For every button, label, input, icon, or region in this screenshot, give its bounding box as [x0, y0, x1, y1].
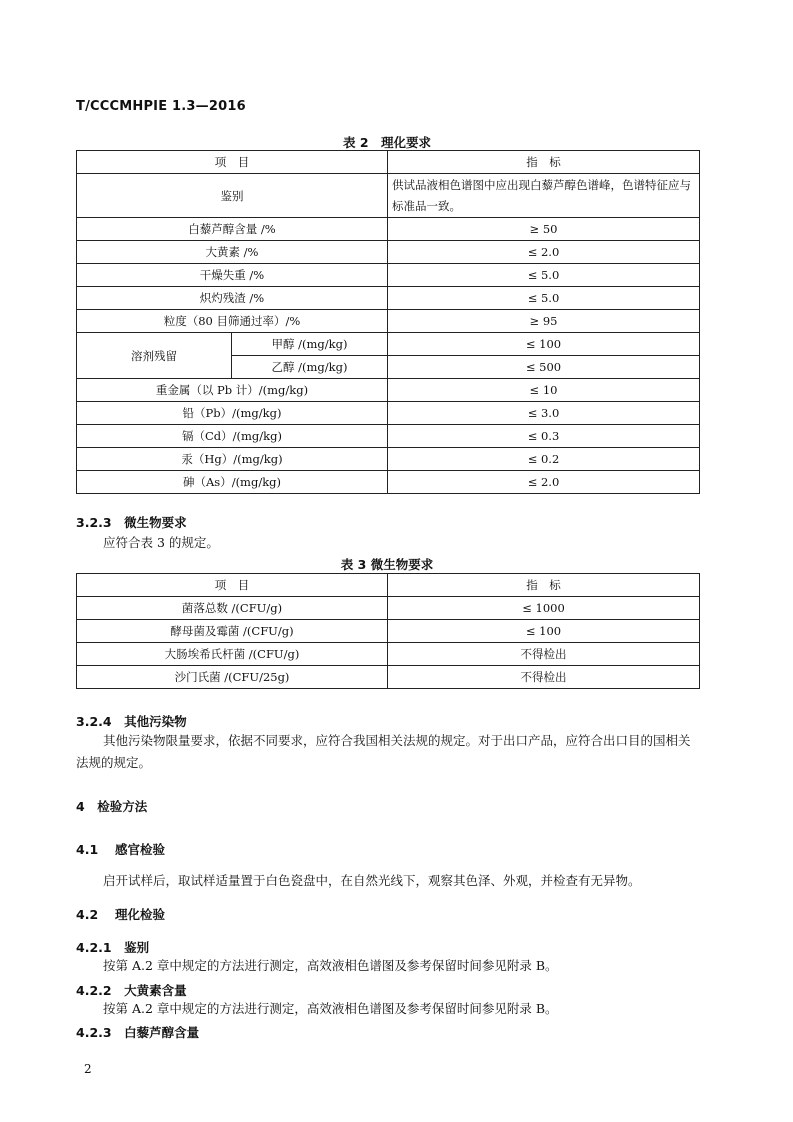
- section-3-2-3-text: 应符合表 3 的规定。: [103, 535, 219, 550]
- table2-cell-value: ≤ 2.0: [388, 241, 700, 264]
- table3-cell-value: ≤ 100: [388, 620, 700, 643]
- section-3-2-4-text: 其他污染物限量要求，依据不同要求，应符合我国相关法规的规定。对于出口产品，应符合出口目的国相关法规的规定。: [76, 733, 691, 770]
- section-3-2-4-title: 3.2.4 其他污染物: [76, 714, 187, 729]
- section-4-2-3-title: 4.2.3 白藜芦醇含量: [76, 1025, 200, 1040]
- table2-cell-value: ≤ 100: [388, 333, 700, 356]
- table-row: [77, 448, 700, 471]
- table2-col-item: 项 目: [77, 151, 388, 174]
- table2-cell-item: 乙醇 /(mg/kg): [232, 356, 388, 379]
- table-row: [77, 310, 700, 333]
- table2-cell-item: 铅（Pb）/(mg/kg): [77, 402, 388, 425]
- section-4-title: 4 检验方法: [76, 799, 148, 814]
- table2-col-value: 指 标: [388, 151, 700, 174]
- section-3-2-3-title: 3.2.3 微生物要求: [76, 515, 187, 530]
- table2-cell-value: ≤ 0.3: [388, 425, 700, 448]
- table-row: [77, 425, 700, 448]
- table2-row-identify: [77, 174, 700, 218]
- table2-cell-value: ≤ 5.0: [388, 287, 700, 310]
- table2-cell-item: 汞（Hg）/(mg/kg): [77, 448, 388, 471]
- table3-cell-value: 不得检出: [388, 666, 700, 689]
- table2-header-row: [77, 151, 700, 174]
- table3-header-row: [77, 574, 700, 597]
- table-row: [77, 666, 700, 689]
- table2-cell-item: 砷（As）/(mg/kg): [77, 471, 388, 494]
- section-4-2-1-text: 按第 A.2 章中规定的方法进行测定，高效液相色谱图及参考保留时间参见附录 B。: [103, 958, 558, 973]
- table2-cell-item: 白藜芦醇含量 /%: [77, 218, 388, 241]
- table2-cell-item: 干燥失重 /%: [77, 264, 388, 287]
- table2-cell-item: 炽灼残渣 /%: [77, 287, 388, 310]
- table2: [76, 150, 700, 494]
- table2-cell-item: 粒度（80 目筛通过率）/%: [77, 310, 388, 333]
- page-number: 2: [84, 1062, 92, 1076]
- table-row: [77, 643, 700, 666]
- table2-cell-value: ≤ 10: [388, 379, 700, 402]
- document-header: T/CCCMHPIE 1.3—2016: [76, 99, 246, 114]
- table3-cell-item: 大肠埃希氏杆菌 /(CFU/g): [77, 643, 388, 666]
- table2-cell-value: ≤ 3.0: [388, 402, 700, 425]
- table2-cell-value: ≤ 0.2: [388, 448, 700, 471]
- section-4-2-2-title: 4.2.2 大黄素含量: [76, 983, 187, 998]
- table3-cell-item: 沙门氏菌 /(CFU/25g): [77, 666, 388, 689]
- table-row: [77, 264, 700, 287]
- table-row: [77, 620, 700, 643]
- section-4-2-2-text: 按第 A.2 章中规定的方法进行测定，高效液相色谱图及参考保留时间参见附录 B。: [103, 1001, 558, 1016]
- table2-cell-item: 重金属（以 Pb 计）/(mg/kg): [77, 379, 388, 402]
- table2-cell-value: ≤ 2.0: [388, 471, 700, 494]
- table-row: [77, 379, 700, 402]
- table3-cell-value: ≤ 1000: [388, 597, 700, 620]
- table2-cell-item: 大黄素 /%: [77, 241, 388, 264]
- table2-cell-value: ≤ 5.0: [388, 264, 700, 287]
- table2-solvent-label: 溶剂残留: [77, 333, 232, 379]
- table-row: [77, 241, 700, 264]
- section-4-2-1-title: 4.2.1 鉴别: [76, 940, 150, 955]
- table-row: [77, 471, 700, 494]
- table-row: [77, 333, 700, 356]
- table2-identify-label: 鉴别: [77, 174, 388, 218]
- table2-cell-item: 甲醇 /(mg/kg): [232, 333, 388, 356]
- table2-identify-value: 供试品液相色谱图中应出现白藜芦醇色谱峰，色谱特征应与标准品一致。: [388, 174, 700, 218]
- section-4-2-title: 4.2 理化检验: [76, 907, 165, 922]
- table3-col-value: 指 标: [388, 574, 700, 597]
- table3-cell-value: 不得检出: [388, 643, 700, 666]
- table-row: [77, 597, 700, 620]
- table2-cell-value: ≤ 500: [388, 356, 700, 379]
- table2-cell-value: ≥ 50: [388, 218, 700, 241]
- section-4-1-text: 启开试样后，取试样适量置于白色瓷盘中，在自然光线下，观察其色泽、外观，并检查有无异物。: [103, 873, 641, 888]
- table3-cell-item: 菌落总数 /(CFU/g): [77, 597, 388, 620]
- table-row: [77, 402, 700, 425]
- table2-cell-item: 镉（Cd）/(mg/kg): [77, 425, 388, 448]
- table3-caption: 表 3 微生物要求: [340, 557, 434, 572]
- table3: [76, 573, 700, 689]
- table-row: [77, 218, 700, 241]
- table2-caption: 表 2 理化要求: [342, 135, 432, 150]
- table3-cell-item: 酵母菌及霉菌 /(CFU/g): [77, 620, 388, 643]
- table2-cell-value: ≥ 95: [388, 310, 700, 333]
- section-4-1-title: 4.1 感官检验: [76, 842, 165, 857]
- table3-col-item: 项 目: [77, 574, 388, 597]
- table-row: [77, 287, 700, 310]
